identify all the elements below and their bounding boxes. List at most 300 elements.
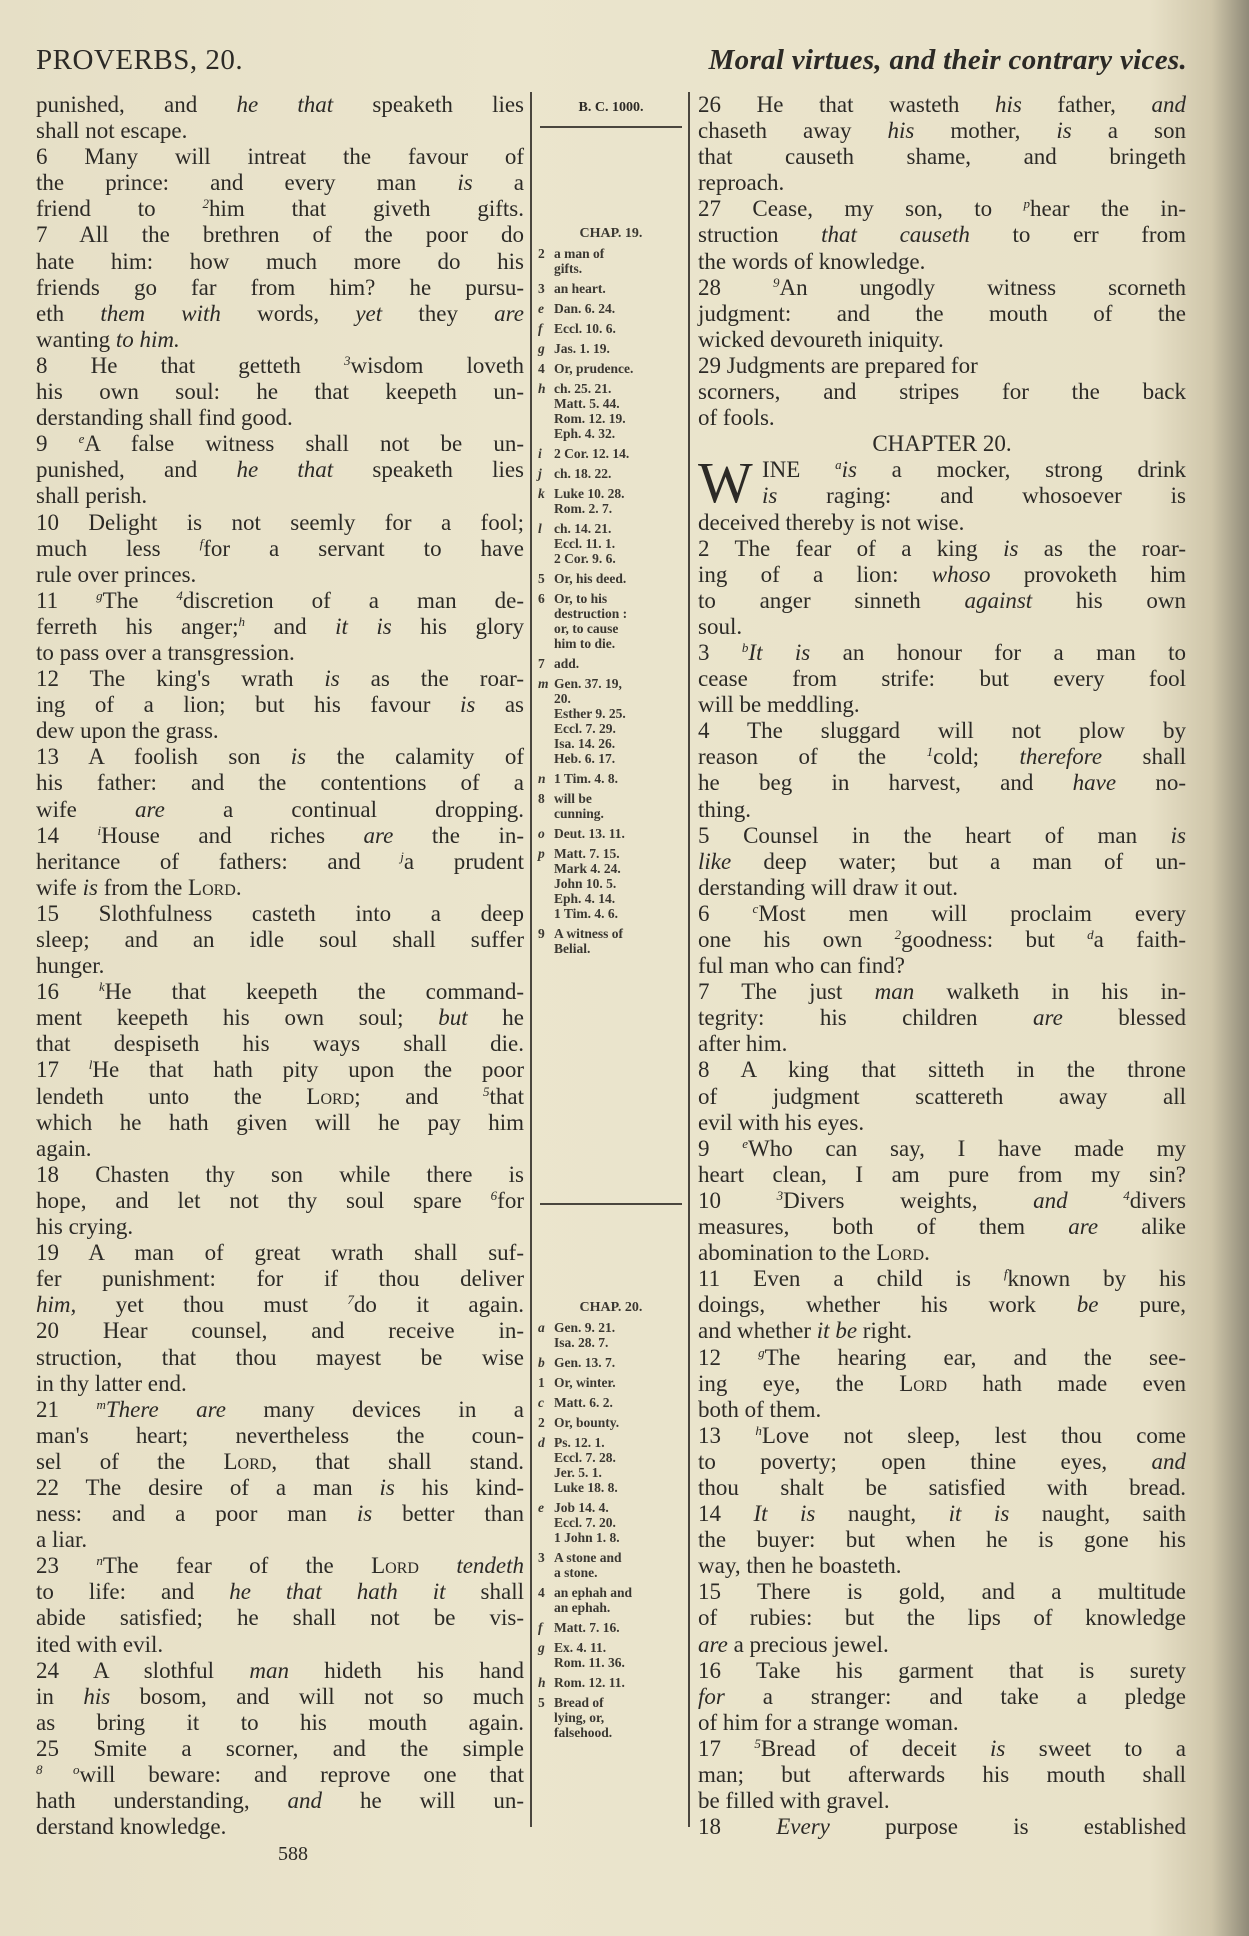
- text-line: judgment: and the mouth of the: [698, 300, 1186, 326]
- note-line: Rom. 12. 11.: [554, 1675, 625, 1690]
- text-line: 15 Slothfulness casteth into a deep: [36, 900, 524, 926]
- note-text: [554, 341, 610, 356]
- italic-text: are: [135, 796, 165, 822]
- text-line: shall not escape.: [36, 118, 188, 144]
- note-line: Bread of: [554, 1695, 604, 1710]
- reference-mark: a: [835, 457, 842, 473]
- note-text: [554, 771, 618, 786]
- reference-mark: 5: [754, 1735, 761, 1751]
- margin-note: [538, 771, 684, 786]
- note-line: Or, winter.: [554, 1375, 616, 1390]
- text-line: sleep; and an idle soul shall suffer: [36, 927, 524, 952]
- note-mark: 7: [538, 656, 545, 671]
- text-line: struction, that thou mayest be wise: [36, 1344, 524, 1370]
- text-line: of fools.: [698, 405, 775, 431]
- margin-note: [538, 1640, 684, 1670]
- note-text: [554, 361, 633, 376]
- note-line: Jer. 5. 1.: [554, 1465, 602, 1480]
- italic-text: for: [698, 1683, 725, 1709]
- reference-mark: h: [238, 613, 245, 629]
- text-line: derstanding shall find good.: [36, 405, 293, 431]
- text-line: his father: and the contentions of a: [36, 770, 524, 796]
- margin-note: [538, 1620, 684, 1635]
- text-line: 16 $^k$He that keepeth the command-: [36, 979, 525, 1005]
- note-mark: k: [538, 486, 545, 501]
- note-text: [554, 846, 621, 921]
- text-line: ness: and a poor man is better than: [36, 1501, 524, 1527]
- note-text: [554, 1695, 612, 1740]
- text-line: 15 There is gold, and a multitude: [698, 1579, 1186, 1605]
- text-line: deceived thereby is not wise.: [698, 509, 965, 535]
- margin-note: [538, 1395, 684, 1410]
- text-line: 27 Cease, my son, to $^p$hear the in-: [698, 196, 1186, 222]
- text-line: 21 $^m$There are many devices in a: [36, 1396, 524, 1422]
- note-line: falsehood.: [554, 1725, 613, 1740]
- text-line: 3 $^b$It is an honour for a man to: [698, 639, 1187, 665]
- margin-note: [538, 466, 684, 481]
- note-text: [554, 301, 615, 316]
- text-line: 5 Counsel in the heart of man is: [698, 822, 1186, 848]
- margin-note: [538, 1415, 684, 1430]
- note-line: Belial.: [554, 941, 591, 956]
- text-line: measures, both of them are alike: [698, 1214, 1186, 1240]
- text-line: that despiseth his ways shall die.: [36, 1031, 524, 1057]
- text-line: heritance of fathers: and $^j$a prudent: [36, 848, 525, 874]
- text-line: 10 $^3$Divers weights, and $^4$divers: [698, 1187, 1187, 1213]
- reference-mark: f: [1003, 1266, 1008, 1282]
- italic-text: it is: [948, 1501, 1010, 1527]
- reference-mark: 3: [776, 1187, 784, 1203]
- text-line: 7 All the brethren of the poor do: [36, 222, 524, 248]
- drop-cap: W: [698, 450, 753, 516]
- note-text: [554, 1355, 615, 1370]
- margin-note: [538, 846, 684, 921]
- note-line: A stone and: [554, 1550, 622, 1565]
- margin-note: [538, 1695, 684, 1740]
- text-line: hath understanding, and he will un-: [36, 1788, 524, 1814]
- note-line: 1 John 1. 8.: [554, 1530, 620, 1545]
- text-line: evil with his eyes.: [698, 1109, 865, 1135]
- text-line: thing.: [698, 796, 752, 822]
- italic-text: therefore: [1019, 744, 1103, 770]
- margin-note: [538, 826, 684, 841]
- note-line: Ps. 12. 1.: [554, 1435, 605, 1450]
- text-line: 11 Even a child is $^f$known by his: [698, 1266, 1186, 1292]
- text-line: 23 $^n$The fear of the Lord tendeth: [36, 1553, 525, 1579]
- text-line: 24 A slothful man hideth his hand: [36, 1657, 524, 1683]
- reference-mark: 9: [773, 274, 780, 290]
- note-text: [554, 1415, 619, 1430]
- text-line: 25 Smite a scorner, and the simple: [36, 1735, 524, 1761]
- text-line: his crying.: [36, 1214, 134, 1240]
- margin-note: [538, 1320, 684, 1350]
- text-line: reproach.: [698, 170, 785, 196]
- column-divider-right: [688, 92, 690, 1827]
- italic-text: Every: [776, 1814, 830, 1840]
- note-text: [554, 791, 604, 821]
- note-mark: p: [538, 846, 545, 861]
- note-line: 2 Cor. 9. 6.: [554, 551, 616, 566]
- note-line: ch. 25. 21.: [554, 381, 612, 396]
- left-text-column: [36, 92, 524, 1840]
- italic-text: are: [698, 1631, 728, 1657]
- note-mark: 4: [538, 1585, 545, 1600]
- note-line: Or, his deed.: [554, 571, 627, 586]
- small-caps-lord: Lord: [223, 1448, 272, 1474]
- note-mark: 3: [538, 1550, 545, 1565]
- text-line: 13 $^h$Love not sleep, lest thou come: [698, 1422, 1187, 1448]
- margin-chapter-heading: CHAP. 19.: [579, 226, 643, 241]
- note-line: lying, or,: [554, 1710, 605, 1725]
- running-head-book: PROVERBS, 20.: [36, 44, 244, 76]
- note-line: Isa. 28. 7.: [554, 1335, 609, 1350]
- note-mark: o: [538, 826, 545, 841]
- small-caps-lord: Lord: [306, 1083, 355, 1109]
- note-text: [554, 1550, 622, 1580]
- note-line: Deut. 13. 11.: [554, 826, 625, 841]
- text-line: man; but afterwards his mouth shall: [698, 1762, 1186, 1787]
- text-line: 8 A king that sitteth in the throne: [698, 1057, 1186, 1083]
- note-line: Luke 10. 28.: [554, 486, 625, 501]
- note-line: Rom. 12. 19.: [554, 411, 626, 426]
- text-line: much less $^f$for a servant to have: [36, 535, 524, 561]
- italic-text: yet: [355, 300, 383, 326]
- note-text: [554, 1640, 625, 1670]
- text-line: heart clean, I am pure from my sin?: [698, 1161, 1186, 1187]
- note-line: Or, to his: [554, 591, 608, 606]
- text-line: $^{8 o}$will beware: and reprove one that: [36, 1762, 524, 1787]
- reference-mark: 4: [1123, 1187, 1130, 1203]
- note-text: [554, 446, 629, 461]
- text-line: which he hath given will he pay him: [36, 1109, 524, 1135]
- text-line: W INE $^a$is a mocker, strong drink: [698, 450, 1186, 516]
- text-line: for a stranger: and take a pledge: [698, 1683, 1186, 1709]
- text-line: like deep water; but a man of un-: [698, 848, 1186, 874]
- note-mark: l: [538, 521, 542, 536]
- note-line: Esther 9. 25.: [554, 706, 626, 721]
- text-line: 20 Hear counsel, and receive in-: [36, 1318, 524, 1344]
- italic-text: them with: [100, 300, 221, 326]
- note-text: [554, 1320, 615, 1350]
- text-line: 17 $^l$He that hath pity upon the poor: [36, 1057, 524, 1083]
- italic-text: he that hath it: [229, 1579, 446, 1605]
- margin-note: [538, 1355, 684, 1370]
- margin-note: [538, 381, 684, 441]
- text-line: punished, and he that speaketh lies: [36, 457, 525, 483]
- italic-text: he that: [236, 457, 334, 483]
- note-line: Eccl. 11. 1.: [554, 536, 616, 551]
- text-line: way, then he boasteth.: [698, 1553, 902, 1579]
- text-line: 6 Many will intreat the favour of: [36, 144, 524, 170]
- italic-text: are: [363, 822, 394, 848]
- text-line: chaseth away his mother, is a son: [698, 118, 1186, 144]
- text-line: rule over princes.: [36, 561, 197, 587]
- reference-mark: e: [78, 431, 85, 447]
- text-line: tegrity: his children are blessed: [698, 1005, 1186, 1031]
- note-mark: 9: [538, 926, 545, 941]
- italic-text: him,: [36, 1292, 77, 1318]
- italic-text: is: [1003, 535, 1019, 561]
- note-text: [554, 1585, 632, 1615]
- italic-text: is: [990, 1735, 1006, 1761]
- running-head-topic: Moral virtues, and their contrary vices.: [708, 44, 1187, 76]
- note-line: Or, bounty.: [554, 1415, 620, 1430]
- note-text: [554, 381, 626, 441]
- text-line: wife is from the Lord.: [36, 874, 242, 900]
- text-line: again.: [36, 1135, 92, 1161]
- margin-note: [538, 446, 684, 461]
- reference-mark: 8 o: [36, 1762, 80, 1777]
- margin-note: [538, 246, 684, 276]
- note-mark: c: [538, 1395, 544, 1410]
- margin-note: [538, 486, 684, 516]
- page-number: 588: [278, 1843, 308, 1865]
- italic-text: his: [994, 92, 1022, 117]
- italic-text: are: [1033, 1005, 1063, 1031]
- italic-text: but: [438, 1005, 468, 1031]
- small-caps-lord: Lord: [188, 874, 236, 900]
- reference-mark: e: [742, 1135, 748, 1151]
- note-line: Heb. 6. 17.: [554, 751, 616, 766]
- italic-text: his: [887, 118, 915, 144]
- note-line: gifts.: [554, 261, 583, 276]
- margin-note: [538, 926, 684, 956]
- text-line: ful man who can find?: [698, 953, 905, 979]
- reference-mark: n: [96, 1553, 103, 1569]
- text-line: man's heart; nevertheless the coun-: [36, 1422, 524, 1448]
- text-line: wife are a continual dropping.: [36, 796, 524, 822]
- text-line: to poverty; open thine eyes, and: [698, 1448, 1186, 1474]
- note-text: [554, 591, 627, 651]
- note-text: [554, 486, 625, 516]
- text-line: ferreth his anger;$^h$ and it is his glory: [36, 613, 524, 639]
- note-line: destruction :: [554, 606, 628, 621]
- note-line: add.: [554, 656, 580, 671]
- note-mark: 2: [538, 246, 545, 261]
- italic-text: and: [1033, 1187, 1068, 1213]
- margin-note: [538, 361, 684, 376]
- text-line: abide satisfied; he shall not be vis-: [36, 1605, 524, 1631]
- note-line: will be: [554, 791, 592, 806]
- note-line: Or, prudence.: [554, 361, 634, 376]
- italic-text: and: [1151, 1448, 1186, 1474]
- note-text: [554, 521, 616, 566]
- note-line: him to die.: [554, 636, 616, 651]
- note-line: Eccl. 7. 28.: [554, 1450, 616, 1465]
- text-line: 26 He that wasteth his father, and: [698, 92, 1186, 117]
- text-line: he beg in harvest, and have no-: [698, 770, 1186, 796]
- text-line: him, yet thou must $^7$do it again.: [36, 1292, 524, 1318]
- note-text: [554, 281, 606, 296]
- text-line: 17 $^5$Bread of deceit is sweet to a: [698, 1735, 1186, 1761]
- text-line: ited with evil.: [36, 1631, 164, 1657]
- margin-note: [538, 676, 684, 766]
- right-text-column: [698, 92, 1186, 1840]
- reference-mark: b: [741, 639, 749, 655]
- italic-text: is: [841, 457, 857, 483]
- text-line: dew upon the grass.: [36, 718, 219, 744]
- margin-rule-middle: [540, 1203, 682, 1205]
- italic-text: his: [83, 1683, 111, 1709]
- text-line: of him for a strange woman.: [698, 1709, 959, 1735]
- small-caps-lord: Lord: [876, 1240, 925, 1266]
- text-line: 16 Take his garment that is surety: [698, 1657, 1186, 1683]
- italic-text: is: [1170, 822, 1186, 848]
- margin-note: [538, 301, 684, 316]
- text-line: 22 The desire of a man is his kind-: [36, 1474, 524, 1500]
- margin-note: [538, 656, 684, 671]
- text-line: his own soul: he that keepeth un-: [36, 379, 524, 405]
- note-mark: 6: [538, 591, 545, 606]
- note-line: a stone.: [554, 1565, 598, 1580]
- text-line: the buyer: but when he is gone his: [698, 1527, 1186, 1553]
- reference-mark: k: [99, 979, 105, 995]
- note-line: 1 Tim. 4. 6.: [554, 906, 619, 921]
- note-text: [554, 1395, 613, 1410]
- note-line: Luke 18. 8.: [554, 1480, 618, 1495]
- note-line: Matt. 7. 16.: [554, 1620, 620, 1635]
- note-mark: f: [538, 321, 543, 336]
- reference-mark: 6: [490, 1187, 498, 1203]
- note-mark: 2: [538, 1415, 545, 1430]
- margin-rule-top: [540, 126, 682, 128]
- text-line: a liar.: [36, 1527, 88, 1553]
- italic-text: is: [324, 666, 340, 692]
- note-text: [554, 1500, 620, 1545]
- italic-text: and: [1151, 92, 1186, 117]
- margin-notes-chapter-19: [538, 226, 684, 961]
- text-line: 8 He that getteth $^3$wisdom loveth: [36, 352, 524, 378]
- reference-mark: j: [400, 848, 404, 864]
- text-line: 29 Judgments are prepared for: [698, 352, 978, 378]
- italic-text: to him.: [115, 326, 180, 352]
- italic-text: It is: [748, 639, 811, 665]
- margin-note: [538, 341, 684, 356]
- note-text: [554, 246, 604, 276]
- margin-date: B. C. 1000.: [578, 100, 644, 115]
- margin-note: [538, 1550, 684, 1580]
- text-line: 13 A foolish son is the calamity of: [36, 744, 524, 770]
- italic-text: it be: [816, 1318, 858, 1344]
- text-line: derstand knowledge.: [36, 1814, 227, 1840]
- text-line: is raging: and whosoever is: [762, 483, 1186, 509]
- text-line: ing of a lion; but his favour is as: [36, 692, 524, 718]
- reference-mark: 3: [344, 352, 351, 368]
- italic-text: is: [1056, 118, 1072, 144]
- note-line: 20.: [554, 691, 571, 706]
- italic-text: are: [494, 300, 524, 326]
- italic-text: be: [1076, 1292, 1099, 1318]
- note-line: Rom. 2. 7.: [554, 501, 613, 516]
- text-line: 19 A man of great wrath shall suf-: [36, 1240, 524, 1266]
- note-text: [554, 676, 626, 766]
- text-line: 14 $^i$House and riches are the in-: [36, 822, 524, 848]
- margin-chapter-heading: CHAP. 20.: [579, 1300, 643, 1315]
- column-divider-left: [530, 92, 532, 1827]
- note-mark: e: [538, 301, 544, 316]
- small-caps-lord: Lord: [899, 1370, 948, 1396]
- italic-text: There are: [105, 1396, 226, 1422]
- text-line: 28 $^9$An ungodly witness scorneth: [698, 274, 1187, 300]
- text-line: after him.: [698, 1031, 788, 1057]
- note-line: or, to cause: [554, 621, 619, 636]
- italic-text: tendeth: [456, 1553, 525, 1579]
- text-line: abomination to the Lord.: [698, 1240, 930, 1266]
- note-text: [554, 1620, 620, 1635]
- text-line: 2 The fear of a king is as the roar-: [698, 535, 1186, 561]
- text-line: struction that causeth to err from: [698, 222, 1186, 248]
- text-line: of judgment scattereth away all: [698, 1083, 1186, 1109]
- italic-text: is: [82, 874, 98, 900]
- small-caps-lord: Lord: [371, 1553, 419, 1579]
- text-line: punished, and he that speaketh lies: [36, 92, 525, 117]
- text-line: will be meddling.: [698, 692, 860, 718]
- note-mark: d: [538, 1435, 545, 1450]
- note-text: [554, 656, 579, 671]
- reference-mark: p: [1023, 196, 1031, 212]
- reference-mark: c: [752, 900, 759, 916]
- note-mark: m: [538, 676, 549, 691]
- note-line: an ephah and: [554, 1585, 633, 1600]
- text-line: 18 Every purpose is established: [698, 1814, 1186, 1840]
- text-line: hate him: how much more do his: [36, 248, 524, 274]
- text-line: the words of knowledge.: [698, 248, 926, 274]
- note-line: 2 Cor. 12. 14.: [554, 446, 630, 461]
- text-line: 7 The just man walketh in his in-: [698, 979, 1186, 1005]
- note-line: Mark 4. 24.: [554, 861, 621, 876]
- reference-mark: 2: [894, 927, 902, 942]
- italic-text: is: [457, 170, 473, 196]
- text-line: shall perish.: [36, 483, 148, 509]
- note-line: ch. 18. 22.: [554, 466, 612, 481]
- italic-text: It is: [753, 1501, 816, 1527]
- reference-mark: 5: [483, 1083, 490, 1099]
- italic-text: he that: [236, 92, 334, 117]
- text-line: in thy latter end.: [36, 1370, 187, 1396]
- chapter-heading: CHAPTER 20.: [872, 431, 1012, 457]
- note-mark: 5: [538, 1695, 545, 1710]
- text-line: derstanding will draw it out.: [698, 874, 958, 900]
- note-line: Jas. 1. 19.: [554, 341, 610, 356]
- text-line: cease from strife: but every fool: [698, 666, 1186, 692]
- text-line: 6 $^c$Most men will proclaim every: [698, 900, 1186, 926]
- note-mark: n: [538, 771, 546, 786]
- margin-note: [538, 591, 684, 651]
- note-text: [554, 1435, 618, 1495]
- note-line: Eccl. 10. 6.: [554, 321, 616, 336]
- margin-note: [538, 321, 684, 336]
- text-line: hope, and let not thy soul spare $^6$for: [36, 1187, 524, 1213]
- italic-text: are: [1068, 1214, 1099, 1240]
- note-line: Gen. 9. 21.: [554, 1320, 616, 1335]
- note-line: cunning.: [554, 806, 604, 821]
- reference-mark: g: [758, 1344, 765, 1360]
- reference-mark: m: [96, 1396, 106, 1412]
- note-text: [554, 321, 616, 336]
- text-line: are a precious jewel.: [698, 1631, 889, 1657]
- note-mark: g: [538, 341, 545, 356]
- text-line: that causeth shame, and bringeth: [698, 144, 1186, 170]
- text-line: wicked devoureth iniquity.: [698, 326, 944, 352]
- note-mark: 4: [538, 361, 545, 376]
- note-text: [554, 1675, 625, 1690]
- text-line: friends go far from him? he pursu-: [36, 274, 524, 300]
- text-line: one his own $^2$goodness: but $^d$a faith-: [698, 927, 1186, 952]
- text-line: friend to $^2$him that giveth gifts.: [36, 196, 524, 222]
- note-line: Rom. 11. 36.: [554, 1655, 625, 1670]
- text-line: 9 $^e$Who can say, I have made my: [698, 1135, 1186, 1161]
- margin-note: [538, 1500, 684, 1545]
